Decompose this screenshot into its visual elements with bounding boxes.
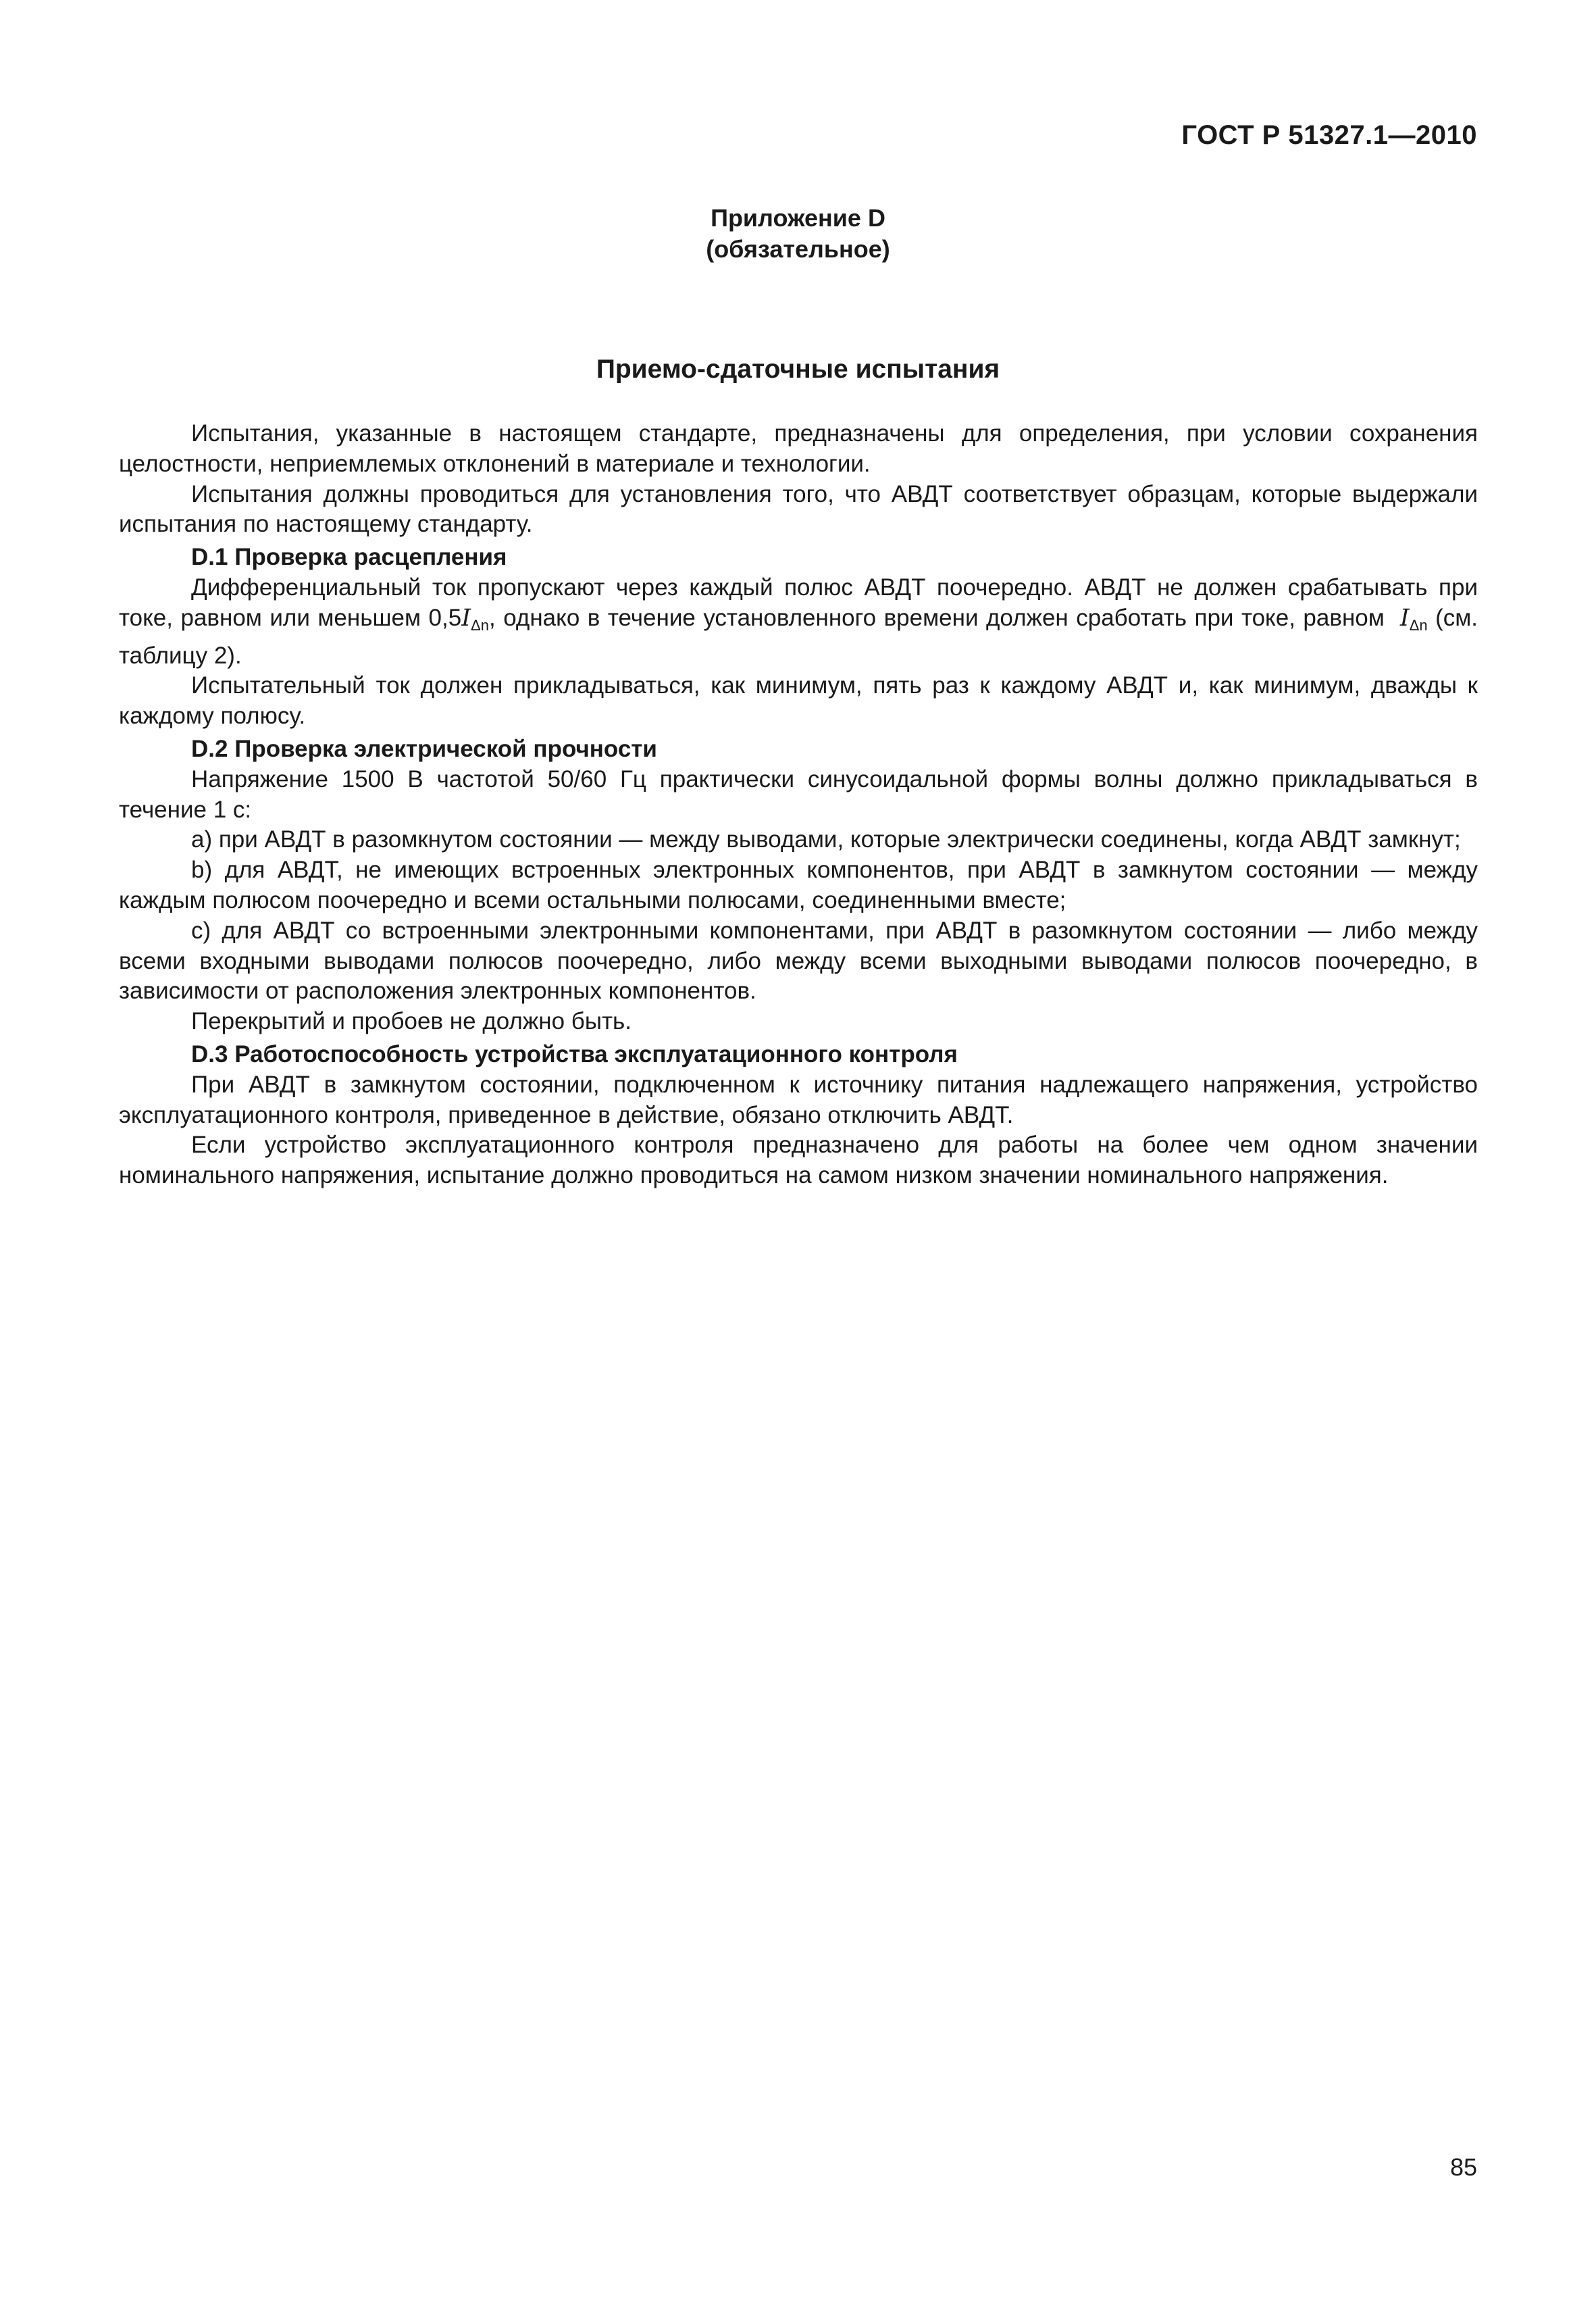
page-title: Приемо-сдаточные испытания [596, 355, 1000, 384]
intro-paragraph-1: Испытания, указанные в настоящем стандарте, предназначены для определения, при условии сохранения целостности, неприемлемых отклонений в материале и технологии. [119, 420, 1478, 477]
rated-residual-current-symbol [1400, 605, 1428, 632]
section-d2-item-c: c) для АВДТ со встроенными электронными компонентами, при АВДТ в разомкнутом состоянии — либо между всеми входными выводами полюсов поочередно, либо между всеми выходными выводами полюсов поочередно, в зависимости от расположения электронных компонентов. [119, 917, 1478, 1005]
section-d2-paragraph-1: Напряжение 1500 В частотой 50/60 Гц практически синусоидальной формы волны должно прикладываться в течение 1 с: [119, 765, 1478, 823]
page-number: 85 [1449, 2153, 1477, 2181]
symbol-subscript: Δn [471, 616, 489, 634]
symbol-subscript: Δn [1409, 616, 1428, 634]
section-d3-paragraph-2: Если устройство эксплуатационного контроля предназначено для работы на более чем одном значении номинального напряжения, испытание должно проводиться на самом низком значении номинального напряжения. [119, 1132, 1478, 1189]
appendix-label: Приложение D [711, 204, 885, 232]
document-body [119, 419, 1478, 1191]
section-d2-item-b: b) для АВДТ, не имеющих встроенных электронных компонентов, при АВДТ в замкнутом состоянии — между каждым полюсом поочередно и всеми остальными полюсами, соединенными вместе; [119, 857, 1478, 913]
rated-residual-current-symbol [461, 605, 489, 632]
section-d2-heading: D.2 Проверка электрической прочности [191, 735, 657, 762]
section-d1-paragraph-2: Испытательный ток должен прикладываться, как минимум, пять раз к каждому АВДТ и, как минимум, дважды к каждому полюсу. [119, 672, 1478, 730]
d1-text-part-a: Дифференциальный ток пропускают через каждый полюс АВДТ поочередно. АВДТ не должен срабатывать при токе, равном или меньшем 0,5 [119, 574, 1478, 631]
appendix-heading [0, 203, 1596, 265]
d1-text-part-b: , однако в течение установленного времени должен сработать при токе, равном [488, 604, 1385, 631]
symbol-letter: I [461, 604, 471, 632]
symbol-letter: I [1399, 604, 1410, 632]
d1-text-part-c: (см. таблицу 2). [119, 604, 1478, 669]
section-d1-heading: D.1 Проверка расцепления [191, 544, 507, 571]
section-d1-paragraph-1 [119, 573, 1478, 671]
section-d2-closing: Перекрытий и пробоев не должно быть. [191, 1008, 632, 1035]
intro-paragraph-2: Испытания должны проводиться для установления того, что АВДТ соответствует образцам, которые выдержали испытания по настоящему стандарту. [119, 480, 1478, 538]
section-d2-item-a: a) при АВДТ в разомкнутом состоянии — между выводами, которые электрически соединены, когда АВДТ замкнут; [191, 826, 1461, 853]
document-number: ГОСТ Р 51327.1—2010 [1181, 120, 1477, 150]
section-d3-heading: D.3 Работоспособность устройства эксплуатационного контроля [191, 1040, 958, 1067]
section-d3-paragraph-1: При АВДТ в замкнутом состоянии, подключенном к источнику питания надлежащего напряжения, устройство эксплуатационного контроля, приведенное в действие, обязано отключить АВДТ. [119, 1071, 1478, 1128]
appendix-status: (обязательное) [706, 235, 890, 263]
